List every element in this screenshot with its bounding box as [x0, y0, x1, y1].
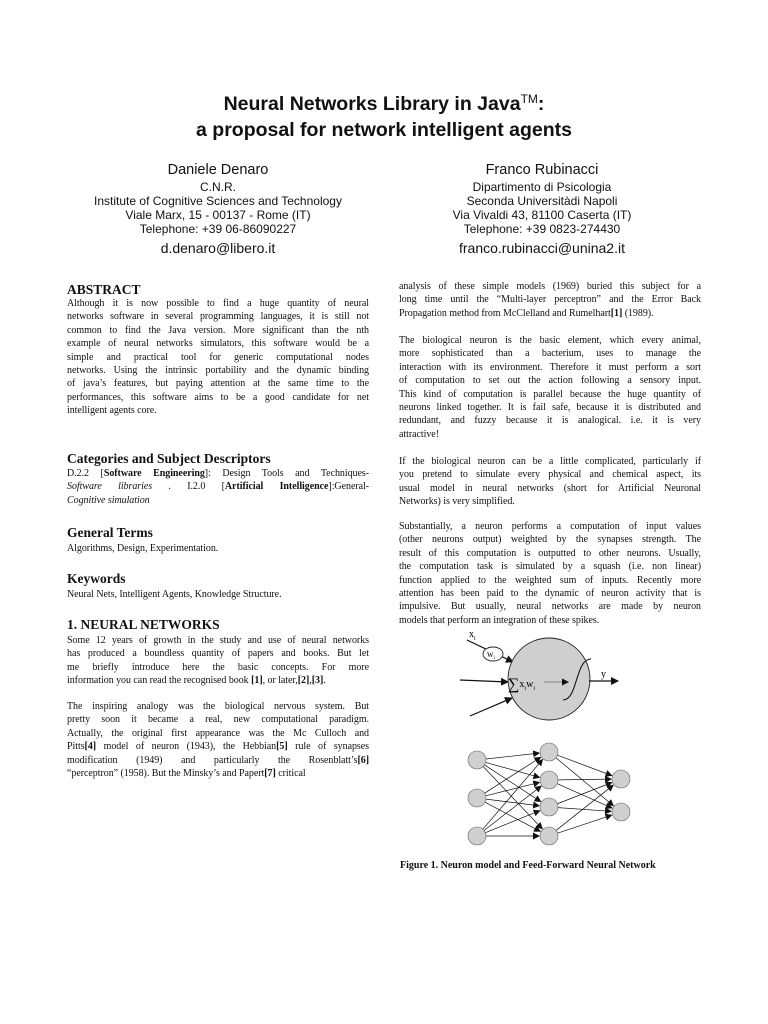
text-run: redundant, and fuzzy because it is analogical. i.e. it is very: [399, 415, 701, 427]
text-run: Neural Nets, Intelligent Agents, Knowledge Structure.: [67, 589, 282, 600]
text-run: [3]: [311, 675, 324, 687]
input-node: [468, 827, 486, 845]
text-run: attractive!: [399, 428, 439, 440]
text-run: [5]: [276, 741, 288, 753]
heading-abstract: ABSTRACT: [67, 282, 141, 297]
text-run: Some 12 years of growth in the study and use of neural networks: [67, 635, 369, 646]
text-run: models that perform an integration of these spikes.: [399, 614, 600, 626]
network-connection: [486, 753, 539, 759]
author-email: franco.rubinacci@unina2.it: [459, 240, 625, 256]
hidden-node: [540, 798, 558, 816]
network-connection: [558, 779, 611, 780]
text-run: [1]: [251, 675, 263, 687]
text-run: [1]: [610, 307, 623, 319]
input-node: [468, 751, 486, 769]
author-name: Franco Rubinacci: [485, 162, 599, 178]
text-run: more sophisticated than a bacterium, uses to manage the: [399, 348, 701, 360]
text-run: modification (1949) and particularly the Rosenblatt’s: [67, 754, 358, 766]
text-run: function applied to the weighted sum of inputs. Recently more: [399, 574, 701, 586]
text-run: common to find the Java version. More significant than the nth: [67, 324, 369, 336]
text-run: The biological neuron is the basic element, which every animal,: [399, 335, 701, 346]
text-run: of computation to set out the action following a sensory input.: [399, 375, 701, 387]
author-address: Via Vivaldi 43, 81100 Caserta (IT): [452, 208, 632, 222]
network-connection: [556, 758, 613, 806]
text-run: networks. Using the intrinsic portability and the dynamic binding: [67, 364, 369, 376]
text-run: . I.2.0 [: [152, 481, 225, 493]
input-arrow-bottom: [470, 698, 512, 716]
text-run: [4]: [84, 741, 97, 753]
author-institute: Institute of Cognitive Sciences and Technology: [94, 194, 342, 208]
text-run: Software libraries: [67, 481, 153, 493]
text-run: impulsive. But usually, neural networks are made by neuron: [399, 601, 701, 613]
text-run: D.2.2 [: [67, 468, 104, 479]
text-run: Artificial Intelligence: [224, 481, 329, 493]
text-run: model of neuron (1943), the Hebbian: [96, 741, 277, 753]
text-run: intelligent agents core.: [67, 405, 157, 417]
author-address: Viale Marx, 15 - 00137 - Rome (IT): [125, 208, 311, 222]
author-department: Dipartimento di Psicologia: [472, 180, 612, 194]
heading-keywords: Keywords: [67, 571, 126, 586]
text-run: If the biological neuron can be a little complicated, particularly if: [399, 456, 701, 467]
text-run: [7]: [264, 767, 276, 779]
text-run: ,: [309, 675, 312, 687]
network-connection: [486, 799, 539, 806]
text-run: “perceptron” (1958). But the Minsky’s and Papert: [67, 767, 265, 779]
heading-section-1: 1. NEURAL NETWORKS: [67, 617, 220, 632]
input-arrow-middle: [460, 680, 508, 682]
text-run: performances, this software aims to be a good candidate for net: [67, 391, 369, 403]
text-run: rule of synapses: [287, 741, 369, 753]
heading-general-terms: General Terms: [67, 525, 153, 540]
author-email: d.denaro@libero.it: [160, 240, 276, 256]
hidden-node: [540, 743, 558, 761]
network-connection: [485, 811, 539, 833]
text-run: Actually, the original first appearance was the Mc Culloch and: [67, 727, 369, 739]
text-run: Software Engineering: [103, 468, 205, 479]
trademark-mark: TM: [520, 92, 538, 106]
title-main: Neural Networks Library in Java: [223, 93, 521, 115]
text-run: has produced a boundless quantity of papers and books. But let: [67, 648, 369, 660]
author-org: C.N.R.: [200, 180, 236, 194]
text-run: (other neurons output) weighted by the synapses strength. The: [399, 534, 701, 546]
text-run: [2]: [297, 675, 310, 687]
text-run: Pitts: [67, 741, 85, 753]
text-run: .: [323, 675, 326, 687]
weighted-sum-label: $\sum x_iw_i$: [508, 676, 535, 693]
text-run: example of neural networks simulators, this software would be a: [67, 338, 369, 350]
text-run: [6]: [357, 754, 369, 766]
author-phone: Telephone: +39 0823-274430: [463, 222, 621, 236]
hidden-node: [540, 771, 558, 789]
text-run: Cognitive simulation: [67, 494, 150, 506]
text-run: This kind of computation is parallel because the huge quantity of: [399, 388, 701, 400]
output-node: [612, 770, 630, 788]
heading-categories: Categories and Subject Descriptors: [67, 451, 271, 466]
text-run: , or later,: [262, 675, 298, 687]
text-run: information you can read the recognised book: [67, 675, 252, 687]
network-connection: [484, 786, 541, 830]
network-connection: [557, 784, 612, 808]
text-run: me briefly introduce here the basic concepts. For more: [67, 661, 369, 673]
text-run: neurons linked together. It is fail safe, because it is distributed and: [399, 401, 701, 413]
text-run: attention has been paid to the dynamic of neuron activity that is: [399, 587, 701, 599]
text-run: Substantially, a neuron performs a computation of input values: [399, 521, 701, 532]
input-node: [468, 789, 486, 807]
text-run: networks software in several programming languages, it is still not: [67, 311, 369, 323]
text-run: usual model in neural networks (short for Artificial Neuronal: [399, 482, 701, 494]
text-run: Propagation method from McClelland and Rumelhart: [399, 307, 611, 319]
text-run: interaction with its environment. Therefore it must perform a sort: [399, 361, 701, 373]
text-run: of java’s features, but paying attention at the same time to the: [67, 378, 369, 390]
weight-label: $w_i$: [487, 649, 495, 661]
text-run: ]: Design Tools and Techniques-: [204, 468, 369, 479]
figure-caption: Figure 1. Neuron model and Feed-Forward Neural Network: [400, 860, 656, 871]
text-run: the computation task is simulated by a squash (i.e. non linear): [399, 561, 701, 573]
paper-title-line-2: a proposal for network intelligent agents: [196, 119, 572, 141]
output-node: [612, 803, 630, 821]
hidden-node: [540, 827, 558, 845]
text-run: you pretend to simulate every physical and chemical aspect, its: [399, 469, 701, 481]
network-connection: [558, 815, 612, 833]
text-run: critical: [275, 767, 306, 779]
text-run: (1989).: [622, 307, 654, 319]
author-name: Daniele Denaro: [167, 162, 269, 178]
input-label-x: $x_i$: [469, 629, 476, 642]
text-run: simple and practical tool for generic computational nodes: [67, 351, 369, 363]
text-run: long time until the “Multi-layer perceptron” and the Error Back: [399, 294, 701, 306]
feed-forward-network: [468, 743, 630, 845]
author-university: Seconda Universitàdi Napoli: [466, 194, 618, 208]
text-run: pretty soon it became a real, new computational paradigm.: [67, 714, 369, 726]
network-connection: [485, 765, 541, 802]
author-phone: Telephone: +39 06-86090227: [139, 222, 297, 236]
text-run: Algorithms, Design, Experimentation.: [67, 543, 219, 554]
network-connection: [557, 755, 611, 775]
title-colon: :: [537, 93, 545, 115]
text-run: Networks) is very simplified.: [399, 496, 515, 508]
output-label-y: y: [601, 669, 606, 680]
text-run: ]:General-: [328, 481, 370, 493]
text-run: result of this computation is outputted to other neurons. Usually,: [399, 547, 701, 559]
text-run: analysis of these simple models (1969) buried this subject for a: [399, 281, 701, 292]
text-run: The inspiring analogy was the biological nervous system. But: [67, 701, 369, 712]
text-run: Although it is now possible to find a huge quantity of neural: [67, 298, 369, 309]
